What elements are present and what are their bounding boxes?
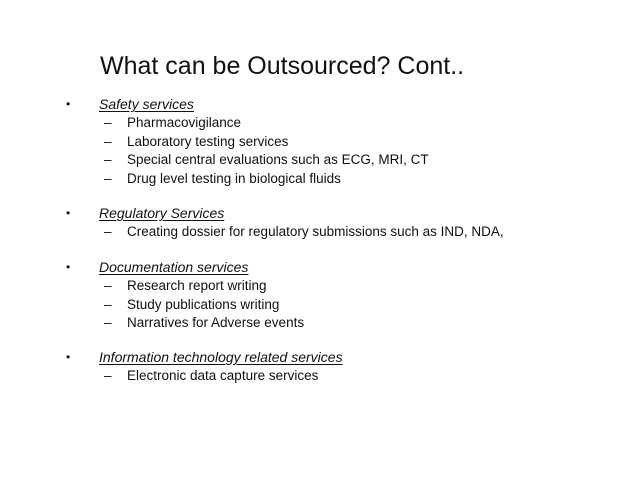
dash-marker: – <box>104 152 112 167</box>
sub-item <box>0 133 638 152</box>
section-it-services <box>0 348 638 386</box>
sub-item-text: Research report writing <box>127 278 267 293</box>
sub-item <box>0 114 638 133</box>
sub-item <box>0 151 638 170</box>
bullet-item <box>0 204 638 223</box>
section-heading: Documentation services <box>99 259 249 275</box>
section-safety-services <box>0 95 638 188</box>
sub-item <box>0 367 638 386</box>
sub-item <box>0 170 638 189</box>
bullet-dot-icon: • <box>66 260 71 274</box>
sub-item <box>0 314 638 333</box>
sub-item-text: Pharmacovigilance <box>127 115 242 130</box>
dash-marker: – <box>104 133 112 149</box>
sub-item-text: Narratives for Adverse events <box>127 315 305 330</box>
dash-marker: – <box>104 278 112 293</box>
dash-marker: – <box>104 368 112 383</box>
bullet-item <box>0 95 638 114</box>
dash-marker: – <box>104 224 112 239</box>
sub-item-text: Drug level testing in biological fluids <box>127 170 341 186</box>
sub-item-text: Creating dossier for regulatory submissions such as IND, NDA, <box>127 224 504 239</box>
section-heading: Information technology related services <box>99 349 343 365</box>
sub-item-text: Electronic data capture services <box>127 368 319 383</box>
sub-item-text: Special central evaluations such as ECG, MRI, CT <box>127 152 429 167</box>
section-regulatory-services <box>0 204 638 242</box>
dash-marker: – <box>104 115 112 130</box>
bullet-dot-icon: • <box>66 206 71 220</box>
dash-marker: – <box>104 315 112 330</box>
bullet-dot-icon: • <box>66 97 71 111</box>
slide-title: What can be Outsourced? Cont.. <box>100 52 465 80</box>
section-documentation-services <box>0 258 638 333</box>
bullet-dot-icon: • <box>66 350 71 364</box>
dash-marker: – <box>104 296 112 312</box>
section-heading: Regulatory Services <box>99 205 225 221</box>
sub-item <box>0 223 638 242</box>
dash-marker: – <box>104 170 112 186</box>
sub-item-text: Laboratory testing services <box>127 133 289 149</box>
bullet-item <box>0 258 638 277</box>
sub-item-text: Study publications writing <box>127 296 280 312</box>
sub-item <box>0 277 638 296</box>
section-heading: Safety services <box>99 96 194 112</box>
sub-item <box>0 296 638 315</box>
bullet-item <box>0 348 638 367</box>
